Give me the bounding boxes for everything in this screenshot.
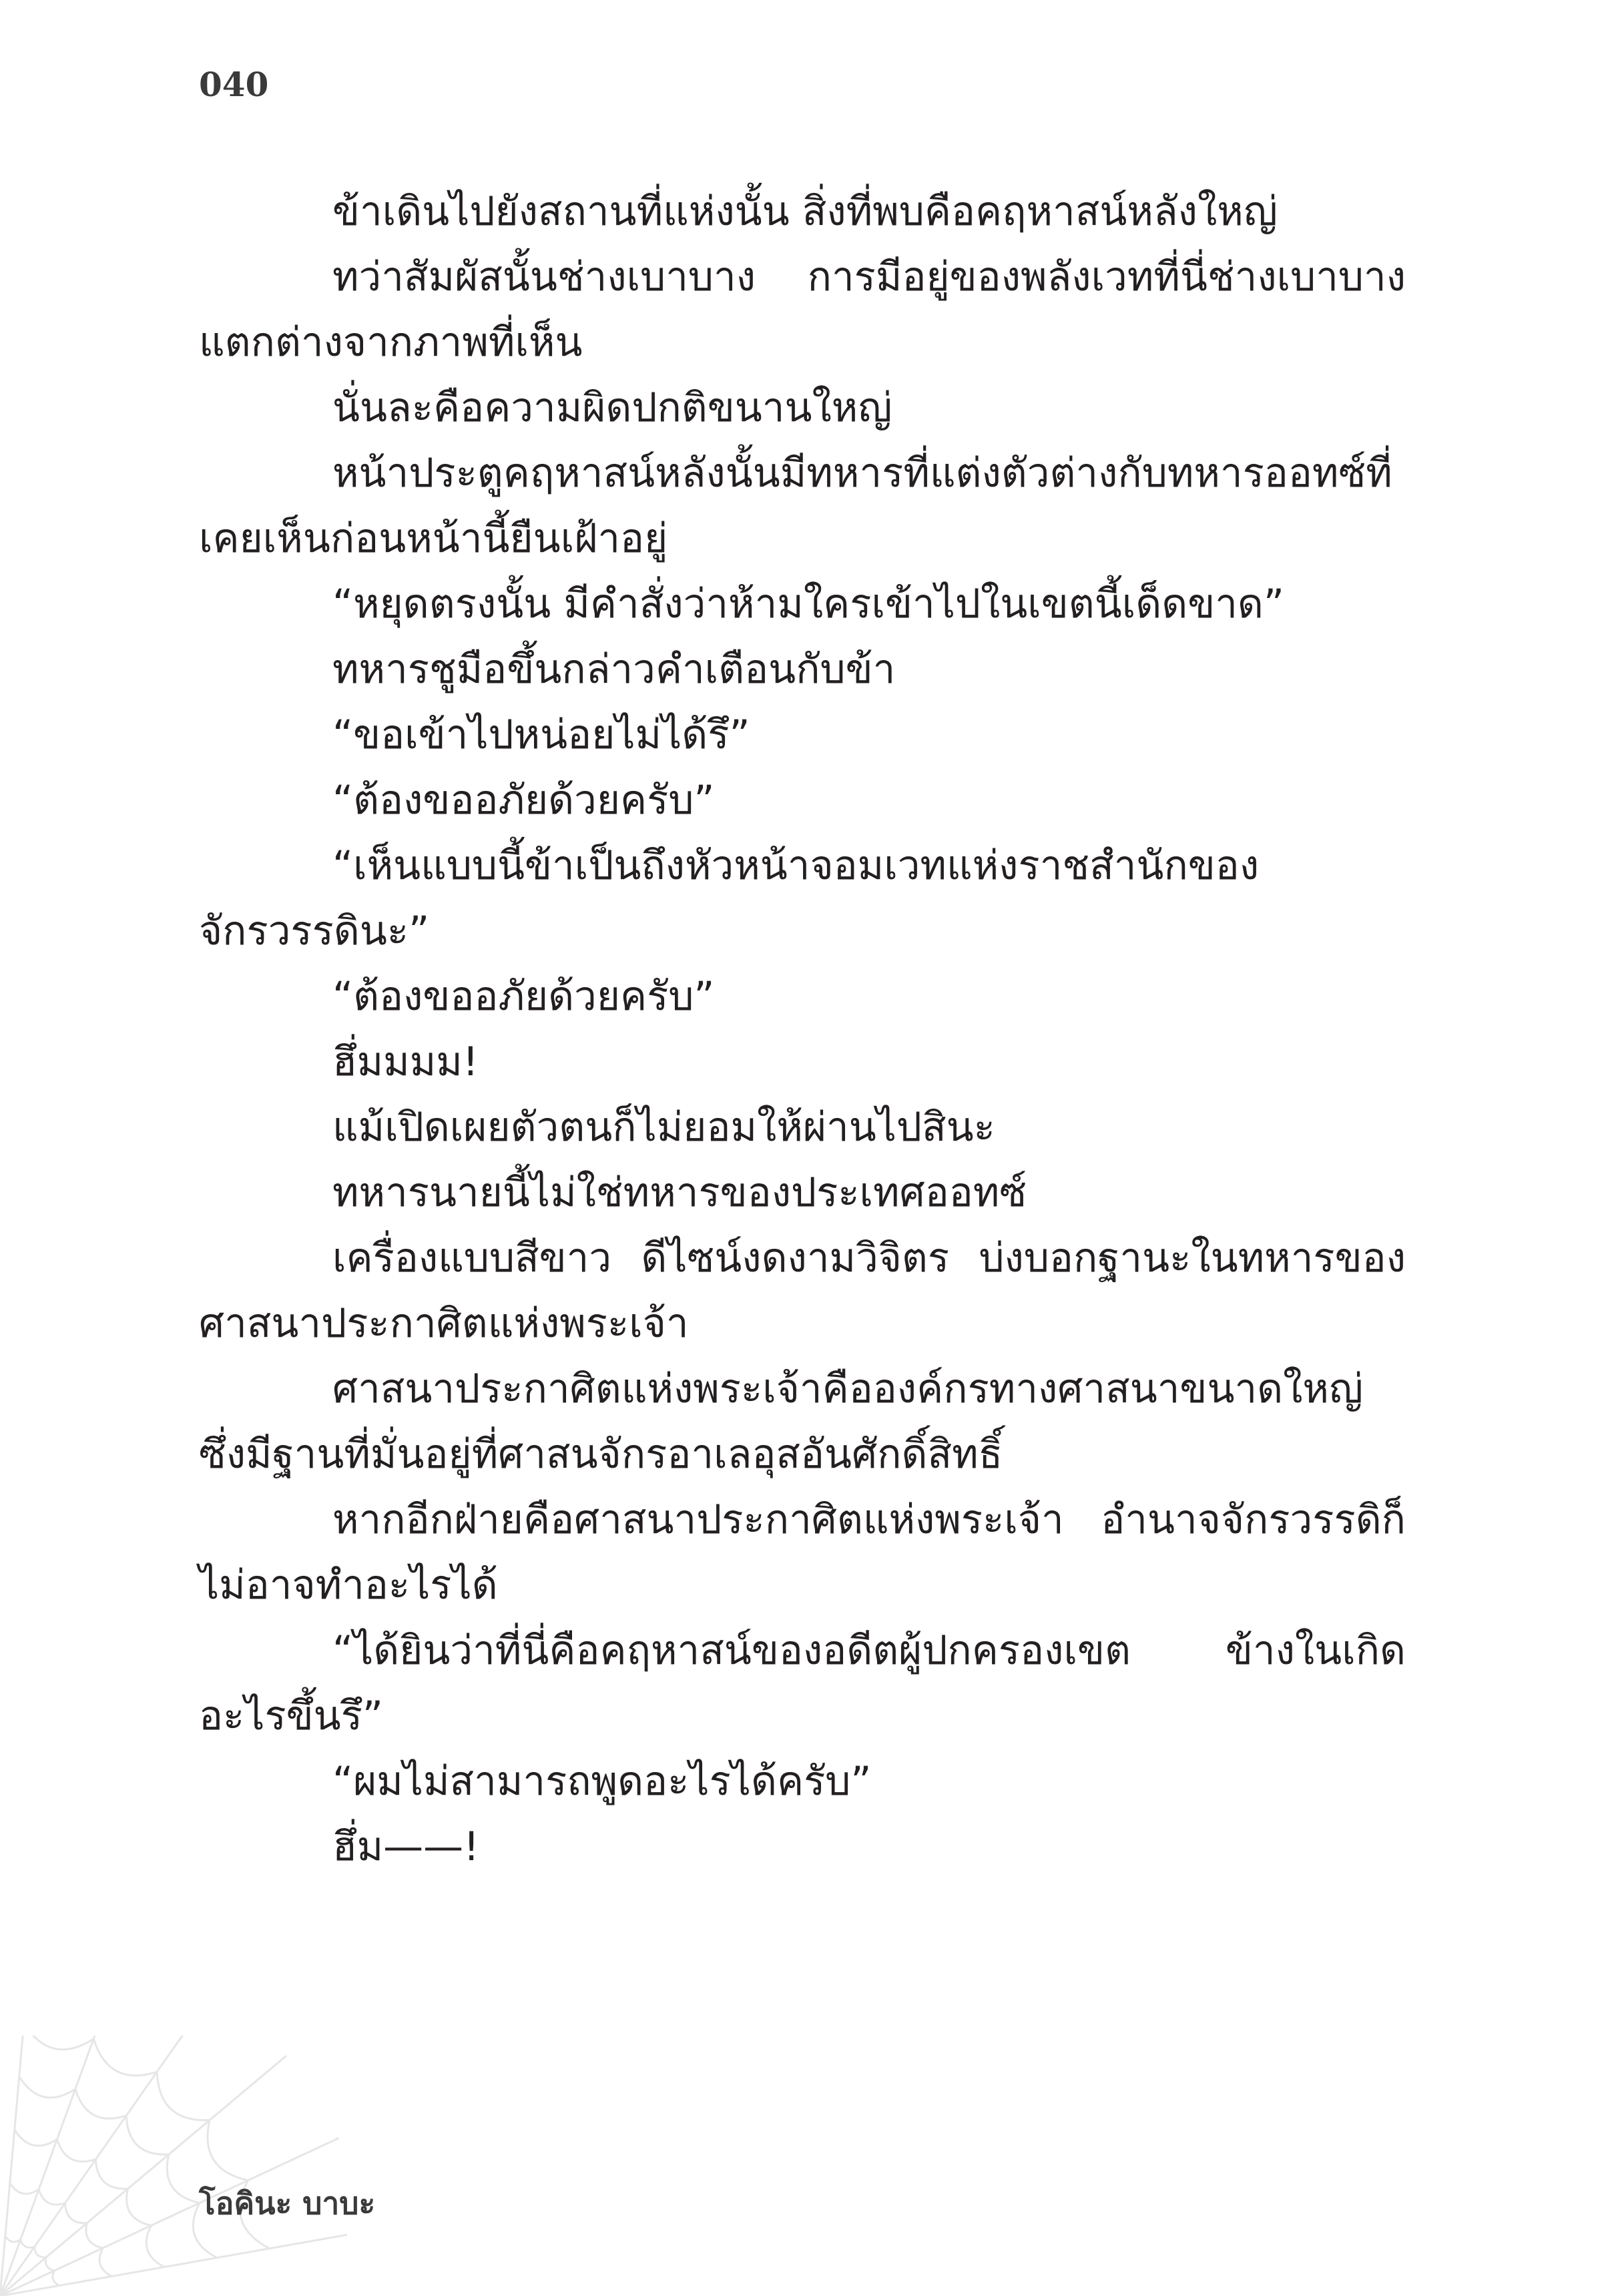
paragraph: “เห็นแบบนี้ข้าเป็นถึงหัวหน้าจอมเวทแห่งราชสำนักของจักรวรรดินะ” [199,842,1260,954]
paragraph: ข้าเดินไปยังสถานที่แห่งนั้น สิ่งที่พบคือคฤหาสน์หลังใหญ่ [332,188,1278,235]
body-text [199,179,1406,1880]
paragraph: “ได้ยินว่าที่นี่คือคฤหาสน์ของอดีตผู้ปกครองเขต ข้างในเกิดอะไรขึ้นรึ” [199,1627,1406,1739]
paragraph: หน้าประตูคฤหาสน์หลังนั้นมีทหารที่แต่งตัวต่างกับทหารออทซ์ที่เคยเห็นก่อนหน้านี้ยืนเฝ้าอยู่ [199,450,1392,562]
paragraph: “ต้องขออภัยด้วยครับ” [332,777,715,824]
paragraph: “ต้องขออภัยด้วยครับ” [332,973,715,1020]
paragraph: นั่นละคือความผิดปกติขนานใหญ่ [332,384,892,431]
paragraph: เครื่องแบบสีขาว ดีไซน์งดงามวิจิตร บ่งบอกฐานะในทหารของศาสนาประกาศิตแห่งพระเจ้า [199,1235,1406,1347]
paragraph: ศาสนาประกาศิตแห่งพระเจ้าคือองค์กรทางศาสนาขนาดใหญ่ซึ่งมีฐานที่มั่นอยู่ที่ศาสนจักรอาเลอุสอันศักดิ์สิทธิ์ [199,1366,1364,1478]
spider-web-decoration [0,2036,347,2296]
paragraph: ทหารนายนี้ไม่ใช่ทหารของประเทศออทซ์ [332,1169,1027,1216]
footer-author: โอคินะ บาบะ [199,2185,376,2221]
paragraph: ทหารชูมือขึ้นกล่าวคำเตือนกับข้า [332,646,896,693]
paragraph: ทว่าสัมผัสนั้นช่างเบาบาง การมีอยู่ของพลังเวทที่นี่ช่างเบาบางแตกต่างจากภาพที่เห็น [199,254,1406,366]
paragraph: “ผมไม่สามารถพูดอะไรได้ครับ” [332,1758,872,1805]
paragraph: แม้เปิดเผยตัวตนก็ไม่ยอมให้ผ่านไปสินะ [332,1104,995,1151]
page-number: 040 [199,65,269,104]
paragraph: “ขอเข้าไปหน่อยไม่ได้รึ” [332,711,750,758]
paragraph: “หยุดตรงนั้น มีคำสั่งว่าห้ามใครเข้าไปในเขตนี้เด็ดขาด” [332,581,1284,627]
paragraph: ฮึ่ม——! [332,1823,480,1870]
paragraph: ฮึ่มมมม! [332,1039,479,1085]
paragraph: หากอีกฝ่ายคือศาสนาประกาศิตแห่งพระเจ้า อำนาจจักรวรรดิก็ไม่อาจทำอะไรได้ [199,1496,1406,1609]
